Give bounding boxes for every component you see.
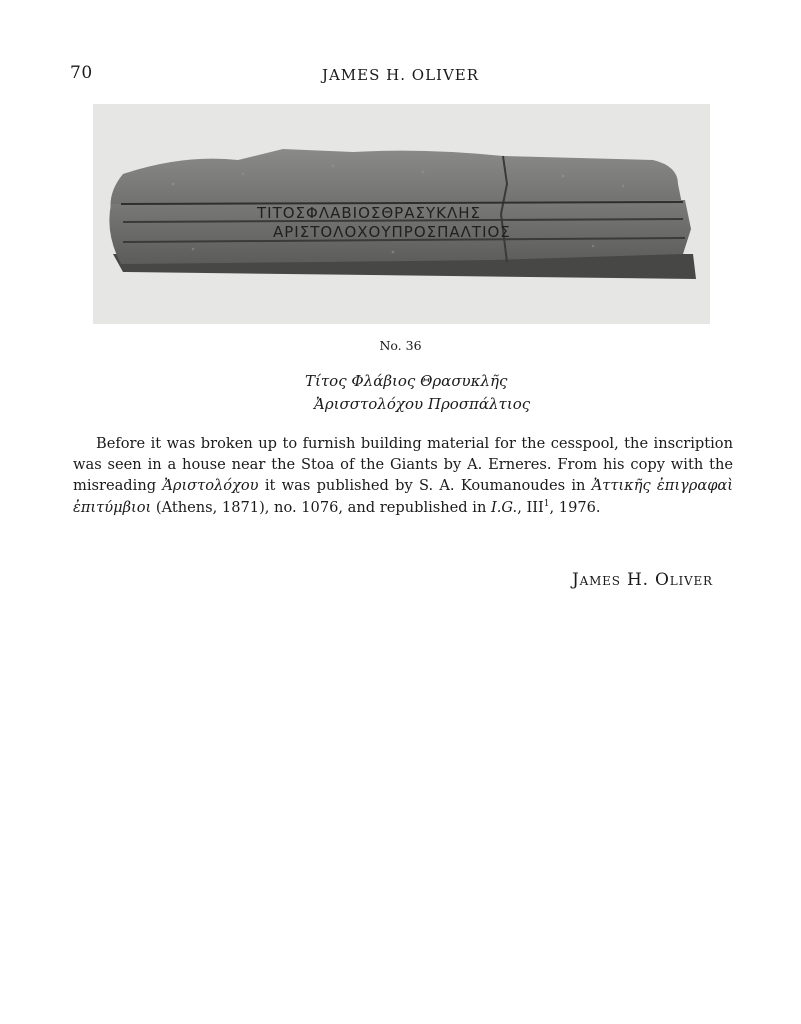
author-signature: James H. Oliver	[572, 570, 713, 590]
inscription-photo	[93, 104, 710, 324]
text-segment: it was published by S. A. Koumanoudes in	[258, 477, 592, 495]
greek-title: Ἀττικῆς ἐπιγραφαὶ ἐπιτύμβιοι	[73, 477, 733, 516]
transcription-line-1: Τίτος Φλάβιος Θρασυκλῆς	[305, 372, 508, 390]
transcription-line-2: Ἀρισστολόχου Προσπάλτιος	[314, 395, 531, 413]
reference-abbrev: I.G.	[491, 498, 518, 516]
text-segment: , 1976.	[549, 498, 601, 516]
running-head: JAMES H. OLIVER	[321, 66, 480, 84]
greek-term: Ἀριστολόχου	[162, 477, 259, 495]
commentary-paragraph	[73, 433, 733, 518]
superscript: 1	[543, 498, 550, 509]
text-segment: (Athens, 1871), no. 1076, and republished in	[151, 498, 491, 516]
inscription-line-2: ΑΡΙΣΤΟΛΟΧΟΥΠΡΟΣΠΑΛΤΙΟΣ	[273, 223, 511, 241]
inscription-line-1: ΤΙΤΟΣΦΛΑΒΙΟΣΘΡΑΣΥΚΛΗΣ	[257, 204, 481, 222]
page-number: 70	[70, 63, 93, 83]
text-segment: , III	[517, 498, 544, 516]
figure-caption: No. 36	[379, 338, 422, 353]
text-segment: Before it was broken up to furnish building material for the cesspool, the inscription was seen in a house near the Stoa of the Giants by A. Erneres. From his copy with the misreading	[73, 435, 733, 495]
